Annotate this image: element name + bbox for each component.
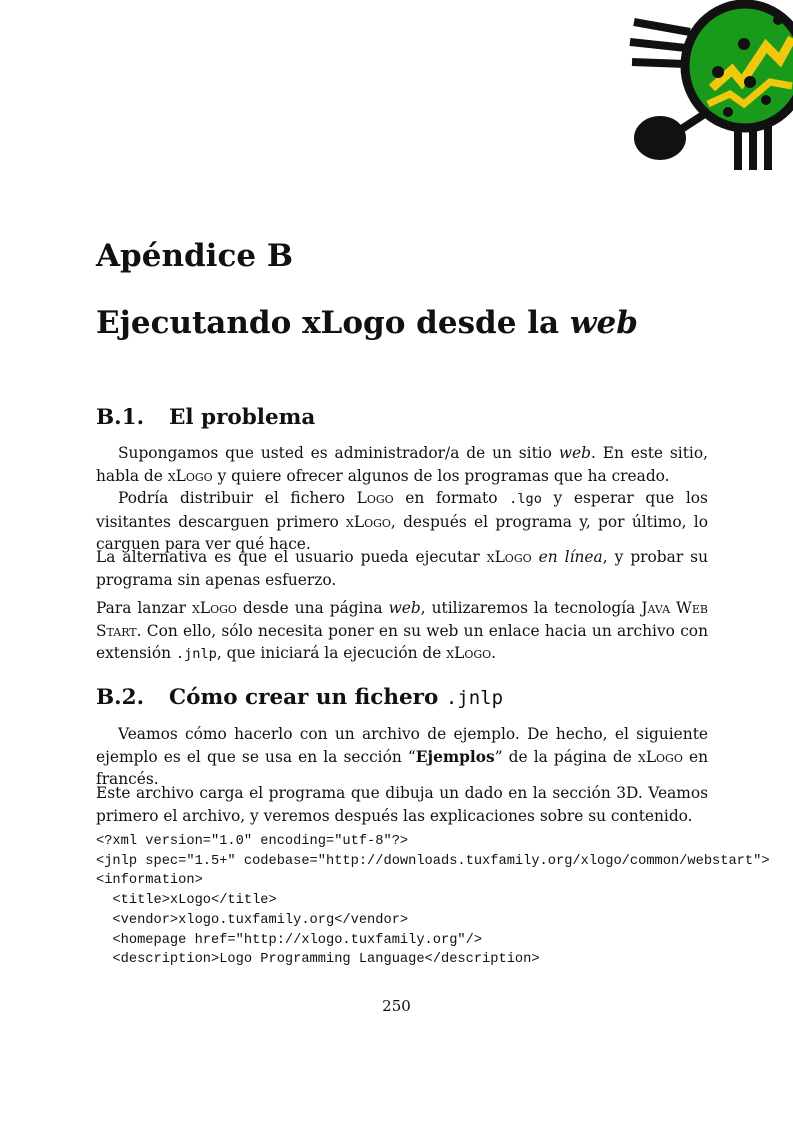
section-number: B.1.	[96, 405, 145, 430]
paragraph-2: Podría distribuir el fichero Logo en formato .lgo y esperar que los visitantes descarguen primero xLogo, después el programa y, por último, lo carguen para ver qué hace.	[96, 489, 708, 553]
paragraph-5: Veamos cómo hacerlo con un archivo de ejemplo. De hecho, el siguiente ejemplo es el que se usa en la sección “Ejemplos” de la página de xLogo en francés.	[96, 725, 708, 788]
section-number: B.2.	[96, 685, 145, 710]
chapter-title-text: Ejecutando xLogo desde la	[96, 305, 560, 341]
code-line: <information>	[96, 873, 203, 889]
xlogo-turtle-icon	[620, 0, 793, 175]
code-block	[96, 832, 770, 970]
paragraph-1: Supongamos que usted es administrador/a de un sitio web. En este sitio, habla de xLogo y quiere ofrecer algunos de los programas que ha creado.	[96, 444, 708, 485]
paragraph-3: La alternativa es que el usuario pueda ejecutar xLogo en línea, y probar su programa sin apenas esfuerzo.	[96, 548, 708, 589]
paragraph-6: Este archivo carga el programa que dibuja un dado en la sección 3D. Veamos primero el archivo, y veremos después las explicaciones sobre su contenido.	[96, 784, 708, 825]
chapter-title-italic: web	[569, 305, 638, 341]
code-line: <homepage href="http://xlogo.tuxfamily.org"/>	[96, 932, 483, 948]
section-title-code: .jnlp	[445, 687, 504, 709]
section-title: Cómo crear un fichero	[169, 685, 439, 710]
code-line: <title>xLogo</title>	[96, 893, 277, 909]
code-line: <description>Logo Programming Language</description>	[96, 952, 540, 968]
code-line: <?xml version="1.0" encoding="utf-8"?>	[96, 834, 409, 849]
code-line: <jnlp spec="1.5+" codebase="http://downloads.tuxfamily.org/xlogo/common/webstart">	[96, 853, 770, 869]
paragraph-4: Para lanzar xLogo desde una página web, utilizaremos la tecnología Java Web Start. Con ello, sólo necesita poner en su web un enlace hacia un archivo con extensión .jnlp, que iniciará la ejecución de xLogo.	[96, 599, 708, 662]
code-line: <vendor>xlogo.tuxfamily.org</vendor>	[96, 912, 409, 928]
section-title: El problema	[169, 405, 316, 430]
chapter-title	[96, 305, 638, 341]
chapter-label: Apéndice B	[96, 238, 294, 274]
section-heading-b1	[96, 405, 315, 430]
section-heading-b2	[96, 685, 503, 710]
page-number: 250	[382, 997, 411, 1015]
